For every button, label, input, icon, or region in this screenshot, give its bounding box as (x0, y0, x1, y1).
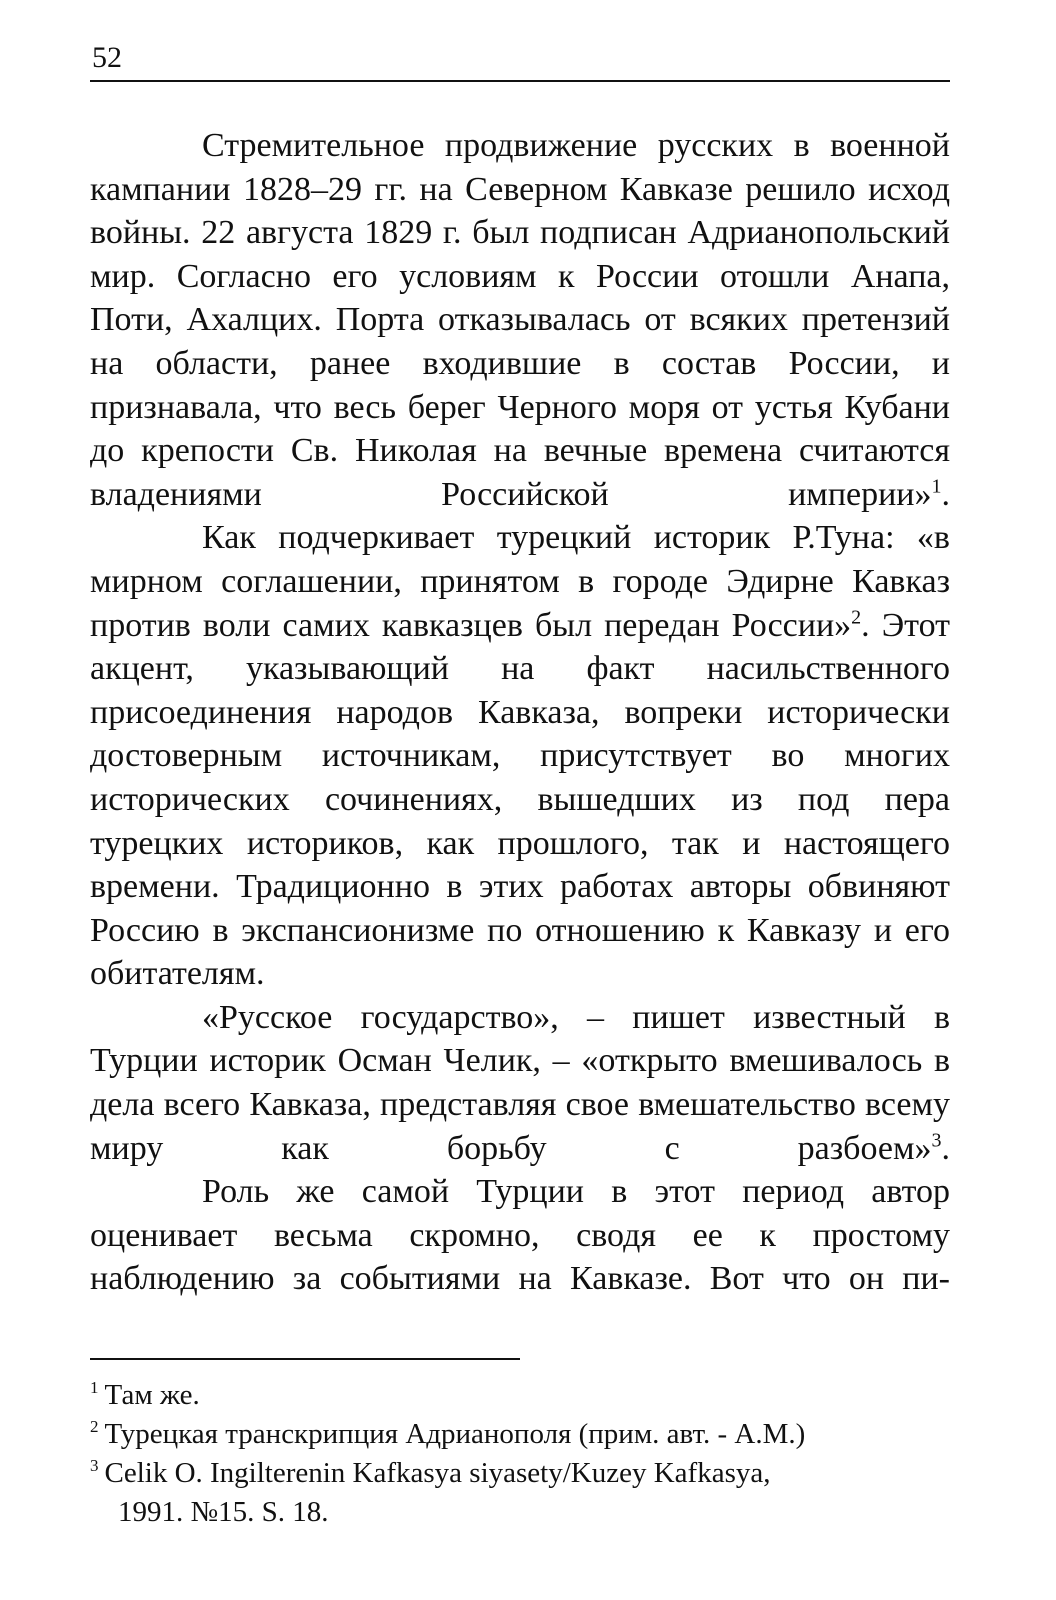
footnote-text-1: Там же. (104, 1379, 200, 1411)
footnote-text-2: Турецкая транскрипция Адрианополя (прим. авт. - А.М.) (104, 1418, 806, 1450)
paragraph-1-tail: . (941, 475, 950, 513)
footnote-ref-2: 2 (851, 606, 862, 629)
footnote-mark-1: 1 (90, 1378, 99, 1398)
footnote-mark-2: 2 (90, 1417, 99, 1437)
footnote-3 (90, 1454, 950, 1532)
footnotes (90, 1376, 950, 1532)
paragraph-1-text: Стремительное продвижение русских в военной кампании 1828–29 гг. на Северном Кавказе решило исход войны. 22 августа 1829 г. был подписан Адрианопольский мир. Согласно его условиям к России отошли Анапа, Поти, Ахалцих. Порта отказывалась от всяких претензий на области, ранее входившие в состав России, и признавала, что весь берег Черного моря от устья Кубани до крепости Св. Николая на вечные времена считаются владениями Российской империи» (90, 127, 950, 513)
footnote-1 (90, 1376, 950, 1415)
paragraph-4 (90, 1170, 950, 1301)
document-page (90, 0, 950, 1600)
footnote-ref-3: 3 (931, 1129, 942, 1152)
paragraph-1 (90, 124, 950, 516)
paragraph-3 (90, 996, 950, 1170)
footnote-ref-1: 1 (931, 475, 942, 498)
footnote-text-3: Celik O. Ingilterenin Kafkasya siyasety/Kuzey Kafkasya, (104, 1457, 771, 1489)
paragraph-3-text: «Русское государство», – пишет известный в Турции историк Осман Челик, – «открыто вмешивалось в дела всего Кавказа, представляя свое вмешательство всему миру как борьбу с разбоем» (90, 998, 950, 1167)
header-rule (90, 80, 950, 82)
paragraph-3-tail: . (941, 1129, 950, 1167)
paragraph-2 (90, 516, 950, 996)
footnote-mark-3: 3 (90, 1456, 99, 1476)
page-number: 52 (92, 41, 122, 74)
footnote-text-3-line-2: 1991. №15. S. 18. (118, 1496, 329, 1528)
paragraph-4-text: Роль же самой Турции в этот период автор оценивает весьма скромно, сводя ее к простому наблюдению за событиями на Кавказе. Вот что он пи- (90, 1173, 950, 1298)
footnote-rule (90, 1358, 520, 1360)
main-text (90, 124, 950, 1301)
footnote-2 (90, 1415, 950, 1454)
paragraph-2-text-a: Как подчеркивает турецкий историк Р.Туна: «в мирном соглашении, принятом в городе Эдирне Кавказ против воли самих кавказцев был передан России» (90, 519, 950, 644)
paragraph-2-text-b: . Этот акцент, указывающий на факт насильственного присоединения народов Кавказа, вопреки исторически достоверным источникам, присутствует во многих исторических сочинениях, вышедших из под пера турецких историков, как прошлого, так и настоящего времени. Традиционно в этих работах авторы обвиняют Россию в экспансионизме по отношению к Кавказу и его обитателям. (90, 606, 950, 993)
